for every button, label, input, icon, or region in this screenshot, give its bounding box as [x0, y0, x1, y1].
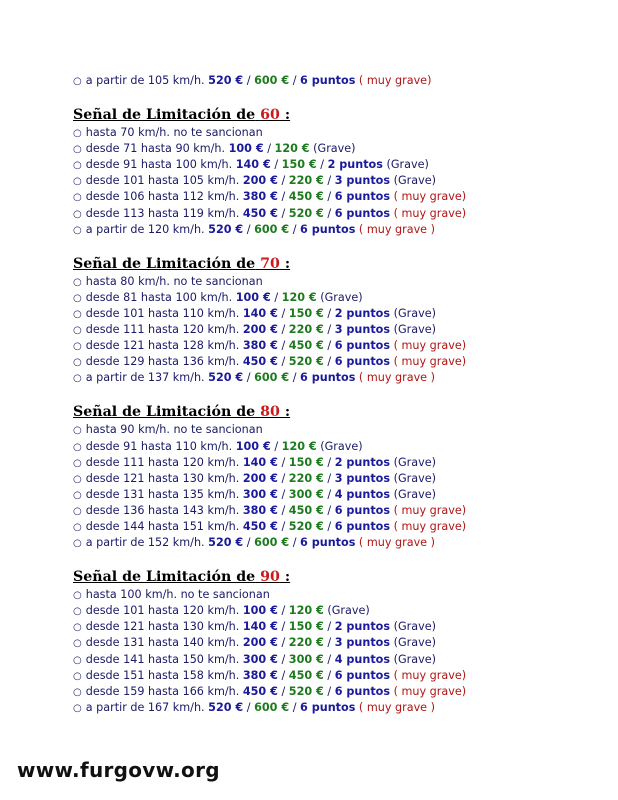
severity-label: ( muy grave) — [393, 355, 467, 369]
fine-amount: 380 € — [242, 668, 278, 682]
speed-range: desde 113 hasta 119 km/h. — [85, 206, 240, 220]
reduced-fine-amount: 300 € — [288, 487, 324, 501]
speed-range: desde 159 hasta 166 km/h. — [85, 684, 240, 698]
circle-bullet-icon: ○ — [73, 292, 82, 304]
fine-amount: 300 € — [242, 487, 278, 501]
severity-label: ( muy grave ) — [358, 536, 435, 550]
circle-bullet-icon: ○ — [73, 208, 82, 220]
license-points: 3 puntos — [334, 636, 391, 650]
license-points: 4 puntos — [334, 487, 391, 501]
speed-range: desde 91 hasta 110 km/h. — [85, 439, 233, 453]
speed-range: a partir de 152 km/h. — [85, 536, 205, 550]
speed-range: desde 101 hasta 110 km/h. — [85, 306, 240, 320]
fine-row: ○ desde 144 hasta 151 km/h. 450 € / 520 € / 6 puntos ( muy grave) — [73, 519, 467, 533]
fine-row: ○ a partir de 167 km/h. 520 € / 600 € / 6 puntos ( muy grave ) — [73, 700, 435, 714]
severity-label: (Grave) — [327, 604, 370, 618]
fine-row: ○ desde 159 hasta 166 km/h. 450 € / 520 € / 6 puntos ( muy grave) — [73, 684, 467, 698]
fine-row: ○ desde 106 hasta 112 km/h. 380 € / 450 € / 6 puntos ( muy grave) — [73, 190, 467, 204]
circle-bullet-icon: ○ — [73, 192, 82, 204]
fine-row: ○ desde 121 hasta 128 km/h. 380 € / 450 € / 6 puntos ( muy grave) — [73, 339, 467, 353]
section-title: Señal de Limitación de — [73, 107, 256, 124]
license-points: 3 puntos — [334, 174, 391, 188]
speed-range: a partir de 105 km/h. — [85, 74, 205, 87]
fine-row: ○ desde 131 hasta 140 km/h. 200 € / 220 € / 3 puntos (Grave) — [73, 636, 436, 650]
severity-label: ( muy grave) — [393, 668, 467, 682]
fine-row: ○ desde 136 hasta 143 km/h. 380 € / 450 € / 6 puntos ( muy grave) — [73, 503, 467, 517]
circle-bullet-icon: ○ — [73, 128, 82, 140]
fine-row — [73, 587, 603, 603]
license-points: 2 puntos — [334, 455, 391, 469]
fine-amount: 520 € — [208, 74, 244, 87]
reduced-fine-amount: 450 € — [288, 503, 324, 517]
reduced-fine-amount: 600 € — [254, 222, 290, 236]
circle-bullet-icon: ○ — [73, 489, 82, 501]
reduced-fine-amount: 220 € — [288, 174, 324, 188]
fine-row: ○ desde 131 hasta 135 km/h. 300 € / 300 € / 4 puntos (Grave) — [73, 487, 436, 501]
license-points: 4 puntos — [334, 652, 391, 666]
circle-bullet-icon: ○ — [73, 638, 82, 650]
fine-amount: 100 € — [228, 142, 264, 156]
fine-row: ○ desde 91 hasta 110 km/h. 100 € / 120 € (Grave) — [73, 439, 363, 453]
fine-amount: 140 € — [242, 306, 278, 320]
license-points: 2 puntos — [327, 158, 383, 172]
reduced-fine-amount: 220 € — [288, 636, 324, 650]
circle-bullet-icon: ○ — [73, 224, 82, 236]
fine-amount: 380 € — [242, 190, 278, 204]
limit-number: 70 — [260, 255, 280, 272]
circle-bullet-icon: ○ — [73, 425, 82, 437]
fine-amount: 450 € — [242, 684, 278, 698]
fine-row: ○ desde 71 hasta 90 km/h. 100 € / 120 € (Grave) — [73, 142, 356, 156]
speed-range: desde 106 hasta 112 km/h. — [85, 190, 240, 204]
severity-label: (Grave) — [393, 652, 436, 666]
circle-bullet-icon: ○ — [73, 670, 82, 682]
circle-bullet-icon: ○ — [73, 373, 82, 385]
fine-row: ○ desde 111 hasta 120 km/h. 140 € / 150 € / 2 puntos (Grave) — [73, 455, 436, 469]
fine-amount: 520 € — [208, 700, 244, 714]
license-points: 2 puntos — [334, 620, 391, 634]
reduced-fine-amount: 520 € — [288, 355, 324, 369]
fines-document — [73, 73, 603, 716]
reduced-fine-amount: 520 € — [288, 519, 324, 533]
fine-amount: 200 € — [242, 636, 278, 650]
fine-row: ○ desde 151 hasta 158 km/h. 380 € / 450 € / 6 puntos ( muy grave) — [73, 668, 467, 682]
reduced-fine-amount: 300 € — [288, 652, 324, 666]
license-points: 6 puntos — [334, 190, 391, 204]
speed-range: hasta 70 km/h. no te sancionan — [85, 126, 263, 140]
severity-label: (Grave) — [320, 439, 363, 453]
severity-label: (Grave) — [393, 323, 436, 337]
fine-amount: 520 € — [208, 222, 244, 236]
circle-bullet-icon: ○ — [73, 686, 82, 698]
severity-label: (Grave) — [393, 471, 436, 485]
speed-range: desde 131 hasta 140 km/h. — [85, 636, 240, 650]
license-points: 6 puntos — [334, 519, 391, 533]
license-points: 6 puntos — [334, 339, 391, 353]
reduced-fine-amount: 120 € — [288, 604, 324, 618]
fine-row: ○ desde 141 hasta 150 km/h. 300 € / 300 € / 4 puntos (Grave) — [73, 652, 436, 666]
limit-section — [73, 105, 603, 238]
circle-bullet-icon: ○ — [73, 473, 82, 485]
fine-row: ○ desde 111 hasta 120 km/h. 200 € / 220 € / 3 puntos (Grave) — [73, 323, 436, 337]
fine-amount: 200 € — [242, 323, 278, 337]
circle-bullet-icon: ○ — [73, 457, 82, 469]
circle-bullet-icon: ○ — [73, 176, 82, 188]
speed-range: a partir de 137 km/h. — [85, 371, 205, 385]
section-heading: Señal de Limitación de 70 : — [73, 255, 291, 272]
sections-container — [73, 105, 603, 716]
circle-bullet-icon: ○ — [73, 144, 82, 156]
fine-row: ○ desde 121 hasta 130 km/h. 140 € / 150 € / 2 puntos (Grave) — [73, 620, 436, 634]
license-points: 6 puntos — [300, 536, 356, 550]
circle-bullet-icon: ○ — [73, 606, 82, 618]
fine-amount: 100 € — [235, 439, 271, 453]
severity-label: ( muy grave) — [393, 684, 467, 698]
circle-bullet-icon: ○ — [73, 521, 82, 533]
section-title: Señal de Limitación de — [73, 404, 256, 421]
reduced-fine-amount: 120 € — [281, 439, 317, 453]
fine-amount: 380 € — [242, 339, 278, 353]
severity-label: ( muy grave) — [358, 74, 432, 87]
fine-row: ○ desde 113 hasta 119 km/h. 450 € / 520 € / 6 puntos ( muy grave) — [73, 206, 467, 220]
section-heading: Señal de Limitación de 80 : — [73, 404, 291, 421]
limit-section — [73, 402, 603, 551]
speed-range: desde 91 hasta 100 km/h. — [85, 158, 233, 172]
speed-range: desde 131 hasta 135 km/h. — [85, 487, 240, 501]
license-points: 6 puntos — [300, 371, 356, 385]
reduced-fine-amount: 450 € — [288, 668, 324, 682]
fine-row: ○ a partir de 105 km/h. 520 € / 600 € / 6 puntos ( muy grave) — [73, 74, 432, 87]
fine-row: ○ desde 81 hasta 100 km/h. 100 € / 120 € (Grave) — [73, 290, 363, 304]
reduced-fine-amount: 600 € — [254, 74, 290, 87]
limit-number: 80 — [260, 404, 280, 421]
limit-section — [73, 567, 603, 716]
speed-range: desde 141 hasta 150 km/h. — [85, 652, 240, 666]
section-heading: Señal de Limitación de 90 : — [73, 569, 291, 586]
severity-label: (Grave) — [313, 142, 356, 156]
reduced-fine-amount: 150 € — [288, 455, 324, 469]
speed-range: a partir de 120 km/h. — [85, 222, 205, 236]
speed-range: desde 144 hasta 151 km/h. — [85, 519, 240, 533]
reduced-fine-amount: 450 € — [288, 339, 324, 353]
license-points: 3 puntos — [334, 323, 391, 337]
reduced-fine-amount: 150 € — [281, 158, 317, 172]
circle-bullet-icon: ○ — [73, 654, 82, 666]
speed-range: desde 121 hasta 128 km/h. — [85, 339, 240, 353]
speed-range: hasta 100 km/h. no te sancionan — [85, 588, 270, 602]
fine-row: ○ desde 101 hasta 120 km/h. 100 € / 120 € (Grave) — [73, 604, 370, 618]
fine-row: ○ desde 101 hasta 110 km/h. 140 € / 150 € / 2 puntos (Grave) — [73, 306, 436, 320]
severity-label: ( muy grave) — [393, 206, 467, 220]
fine-row: ○ desde 129 hasta 136 km/h. 450 € / 520 € / 6 puntos ( muy grave) — [73, 355, 467, 369]
fine-row — [73, 125, 603, 141]
severity-label: ( muy grave) — [393, 190, 467, 204]
speed-range: desde 101 hasta 120 km/h. — [85, 604, 240, 618]
severity-label: (Grave) — [393, 455, 436, 469]
fine-amount: 450 € — [242, 355, 278, 369]
section-title: Señal de Limitación de — [73, 569, 256, 586]
license-points: 6 puntos — [300, 222, 356, 236]
severity-label: ( muy grave) — [393, 519, 467, 533]
fine-row — [73, 274, 603, 290]
fine-amount: 100 € — [242, 604, 278, 618]
severity-label: (Grave) — [393, 636, 436, 650]
circle-bullet-icon: ○ — [73, 622, 82, 634]
speed-range: desde 111 hasta 120 km/h. — [85, 323, 240, 337]
reduced-fine-amount: 220 € — [288, 471, 324, 485]
site-watermark: www.furgovw.org — [17, 758, 220, 782]
fine-amount: 520 € — [208, 536, 244, 550]
reduced-fine-amount: 600 € — [254, 536, 290, 550]
reduced-fine-amount: 600 € — [254, 371, 290, 385]
license-points: 6 puntos — [334, 503, 391, 517]
circle-bullet-icon: ○ — [73, 590, 82, 602]
fine-amount: 300 € — [242, 652, 278, 666]
section-title: Señal de Limitación de — [73, 255, 256, 272]
license-points: 6 puntos — [334, 355, 391, 369]
speed-range: desde 81 hasta 100 km/h. — [85, 290, 233, 304]
speed-range: desde 151 hasta 158 km/h. — [85, 668, 240, 682]
speed-range: hasta 80 km/h. no te sancionan — [85, 274, 263, 288]
license-points: 6 puntos — [334, 684, 391, 698]
circle-bullet-icon: ○ — [73, 702, 82, 714]
speed-range: hasta 90 km/h. no te sancionan — [85, 423, 263, 437]
reduced-fine-amount: 220 € — [288, 323, 324, 337]
circle-bullet-icon: ○ — [73, 341, 82, 353]
circle-bullet-icon: ○ — [73, 276, 82, 288]
circle-bullet-icon: ○ — [73, 357, 82, 369]
severity-label: (Grave) — [393, 620, 436, 634]
speed-range: desde 121 hasta 130 km/h. — [85, 471, 240, 485]
circle-bullet-icon: ○ — [73, 308, 82, 320]
speed-range: desde 111 hasta 120 km/h. — [85, 455, 240, 469]
license-points: 6 puntos — [300, 700, 356, 714]
fine-row: ○ desde 121 hasta 130 km/h. 200 € / 220 € / 3 puntos (Grave) — [73, 471, 436, 485]
speed-range: desde 136 hasta 143 km/h. — [85, 503, 240, 517]
section-heading: Señal de Limitación de 60 : — [73, 107, 291, 124]
fine-row: ○ a partir de 137 km/h. 520 € / 600 € / 6 puntos ( muy grave ) — [73, 371, 435, 385]
speed-range: desde 101 hasta 105 km/h. — [85, 174, 240, 188]
fine-row: ○ desde 91 hasta 100 km/h. 140 € / 150 € / 2 puntos (Grave) — [73, 158, 429, 172]
severity-label: (Grave) — [320, 290, 363, 304]
speed-range: desde 129 hasta 136 km/h. — [85, 355, 240, 369]
reduced-fine-amount: 120 € — [274, 142, 310, 156]
license-points: 6 puntos — [334, 206, 391, 220]
limit-number: 60 — [260, 107, 280, 124]
fine-amount: 140 € — [242, 455, 278, 469]
fine-amount: 140 € — [242, 620, 278, 634]
severity-label: ( muy grave ) — [358, 222, 435, 236]
fine-amount: 380 € — [242, 503, 278, 517]
fine-amount: 450 € — [242, 206, 278, 220]
severity-label: (Grave) — [393, 306, 436, 320]
intro-block — [73, 73, 603, 89]
fine-row: ○ desde 101 hasta 105 km/h. 200 € / 220 € / 3 puntos (Grave) — [73, 174, 436, 188]
severity-label: ( muy grave ) — [358, 700, 435, 714]
severity-label: ( muy grave ) — [358, 371, 435, 385]
reduced-fine-amount: 600 € — [254, 700, 290, 714]
reduced-fine-amount: 150 € — [288, 306, 324, 320]
license-points: 3 puntos — [334, 471, 391, 485]
reduced-fine-amount: 120 € — [281, 290, 317, 304]
circle-bullet-icon: ○ — [73, 76, 82, 87]
fine-amount: 520 € — [208, 371, 244, 385]
circle-bullet-icon: ○ — [73, 325, 82, 337]
fine-row: ○ a partir de 120 km/h. 520 € / 600 € / 6 puntos ( muy grave ) — [73, 222, 435, 236]
reduced-fine-amount: 520 € — [288, 684, 324, 698]
limit-number: 90 — [260, 569, 280, 586]
fine-amount: 140 € — [235, 158, 271, 172]
speed-range: a partir de 167 km/h. — [85, 700, 205, 714]
circle-bullet-icon: ○ — [73, 441, 82, 453]
fine-row: ○ a partir de 152 km/h. 520 € / 600 € / 6 puntos ( muy grave ) — [73, 536, 435, 550]
reduced-fine-amount: 450 € — [288, 190, 324, 204]
fine-amount: 450 € — [242, 519, 278, 533]
reduced-fine-amount: 150 € — [288, 620, 324, 634]
fine-amount: 200 € — [242, 174, 278, 188]
speed-range: desde 71 hasta 90 km/h. — [85, 142, 226, 156]
severity-label: (Grave) — [393, 174, 436, 188]
severity-label: ( muy grave) — [393, 339, 467, 353]
license-points: 6 puntos — [334, 668, 391, 682]
severity-label: ( muy grave) — [393, 503, 467, 517]
circle-bullet-icon: ○ — [73, 505, 82, 517]
license-points: 2 puntos — [334, 306, 391, 320]
reduced-fine-amount: 520 € — [288, 206, 324, 220]
circle-bullet-icon: ○ — [73, 160, 82, 172]
severity-label: (Grave) — [386, 158, 429, 172]
license-points: 6 puntos — [300, 74, 356, 87]
fine-amount: 100 € — [235, 290, 271, 304]
speed-range: desde 121 hasta 130 km/h. — [85, 620, 240, 634]
circle-bullet-icon: ○ — [73, 538, 82, 550]
fine-amount: 200 € — [242, 471, 278, 485]
limit-section — [73, 254, 603, 387]
fine-row — [73, 422, 603, 438]
severity-label: (Grave) — [393, 487, 436, 501]
